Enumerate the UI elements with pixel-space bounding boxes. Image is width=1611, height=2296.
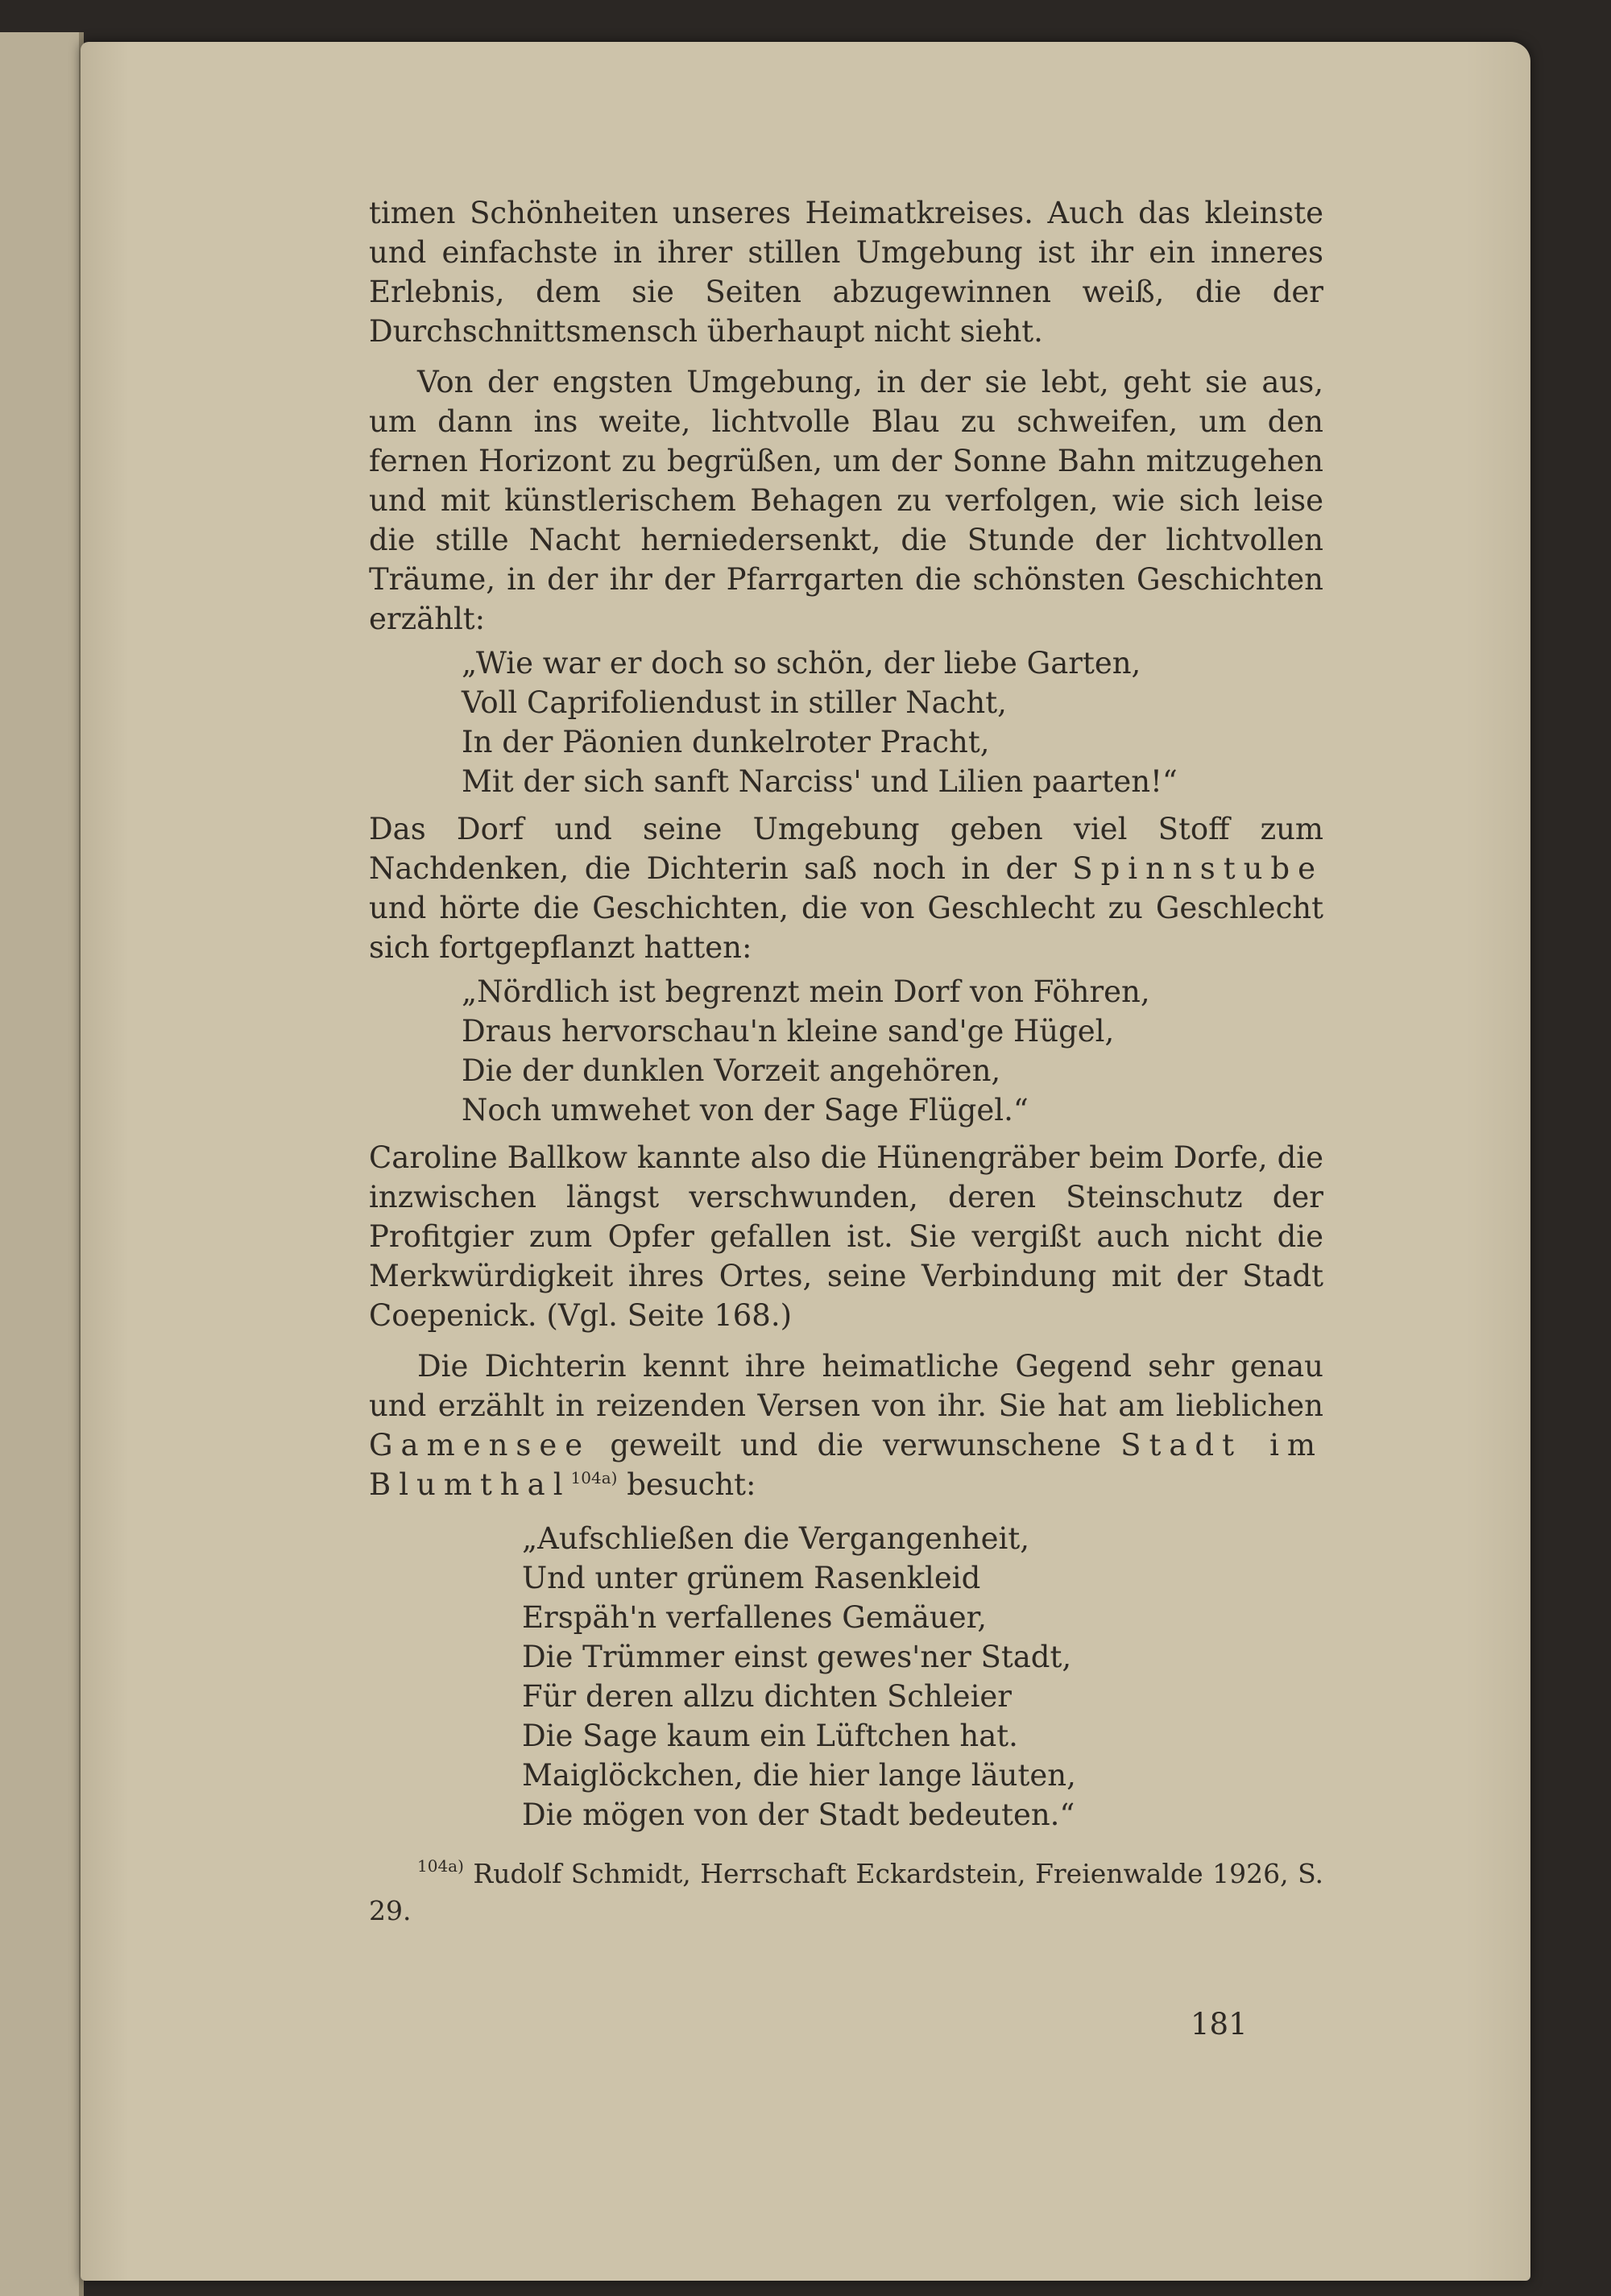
paragraph-5-text-middle: geweilt und die verwunschene (610, 1428, 1102, 1462)
verse-village (369, 972, 1323, 1130)
verse-line: „Wie war er doch so schön, der liebe Garten, (462, 646, 1141, 681)
verse-line: Die mögen von der Stadt bedeuten.“ (522, 1797, 1075, 1832)
spaced-word-gamensee: Gamensee (369, 1428, 591, 1462)
footnote-reference: 104a) (570, 1468, 618, 1487)
paragraph-3-text-end: und hörte die Geschichten, die von Geschlecht zu Geschlecht sich fortgepflanzt hatten: (369, 891, 1323, 965)
paragraph-5-text: Die Dichterin kennt ihre heimatliche Gegend sehr genau und erzählt in reizenden Versen von ihr. Sie hat am lieblichen (369, 1349, 1323, 1423)
spaced-words-stadt-im-blumthal: Stadt im Blumthal (369, 1428, 1324, 1502)
verse-line: Erspäh'n verfallenes Gemäuer, (522, 1600, 988, 1635)
page-body (369, 193, 1323, 1930)
paragraph-2: Von der engsten Umgebung, in der sie lebt, geht sie aus, um dann ins weite, lichtvolle Blau zu schweifen, um den fernen Horizont zu begrüßen, um der Sonne Bahn mitzugehen und mit künstlerischem Behagen zu verfolgen, wie sich leise die stille Nacht herniedersenkt, die Stunde der lichtvollen Träume, in der ihr der Pfarrgarten die schönsten Geschichten erzählt: (369, 365, 1323, 636)
verse-garden (369, 643, 1323, 801)
verse-line: Maiglöckchen, die hier lange läuten, (522, 1758, 1076, 1793)
footnote-marker: 104a) (417, 1856, 464, 1876)
verse-line: Voll Caprifoliendust in stiller Nacht, (462, 685, 1007, 720)
paragraph-3 (369, 809, 1323, 967)
verse-line: „Nördlich ist begrenzt mein Dorf von Föhren, (462, 974, 1150, 1009)
verse-line: In der Päonien dunkelroter Pracht, (462, 725, 990, 759)
footnote-text: Rudolf Schmidt, Herrschaft Eckardstein, Freienwalde 1926, S. 29. (369, 1858, 1323, 1926)
verse-lost-city (369, 1519, 1323, 1835)
page-number: 181 (1191, 2007, 1248, 2042)
verse-line: Noch umwehet von der Sage Flügel.“ (462, 1093, 1029, 1127)
verse-line: Für deren allzu dichten Schleier (522, 1679, 1012, 1714)
verse-line: Die Trümmer einst gewes'ner Stadt, (522, 1640, 1072, 1674)
paragraph-4: Caroline Ballkow kannte also die Hünengräber beim Dorfe, die inzwischen längst verschwunden, deren Steinschutz der Profitgier zum Opfer gefallen ist. Sie vergißt auch nicht die Merkwürdigkeit ihres Ortes, seine Verbindung mit der Stadt Coepenick. (Vgl. Seite 168.) (369, 1140, 1323, 1333)
footnote (369, 1855, 1323, 1930)
paragraph-5-text-end: besucht: (627, 1467, 756, 1502)
verse-line: Mit der sich sanft Narciss' und Lilien paarten!“ (462, 764, 1178, 799)
paragraph-1: timen Schönheiten unseres Heimatkreises. Auch das kleinste und einfachste in ihrer stillen Umgebung ist ihr ein inneres Erlebnis, dem sie Seiten abzugewinnen weiß, die der Durchschnittsmensch überhaupt nicht sieht. (369, 196, 1323, 349)
book-page (81, 42, 1530, 2281)
verse-line: Die Sage kaum ein Lüftchen hat. (522, 1719, 1018, 1753)
paragraph-3-text: Das Dorf und seine Umgebung geben viel Stoff zum Nachdenken, die Dichterin saß noch in der (369, 812, 1323, 886)
verse-line: Und unter grünem Rasenkleid (522, 1561, 981, 1595)
verse-line: Draus hervorschau'n kleine sand'ge Hügel, (462, 1014, 1115, 1049)
spaced-word-spinnstube: Spinnstube (1072, 851, 1324, 886)
verse-line: „Aufschließen die Vergangenheit, (522, 1521, 1029, 1556)
previous-page-edge (0, 32, 84, 2296)
verse-line: Die der dunklen Vorzeit angehören, (462, 1053, 1001, 1088)
paragraph-5 (369, 1347, 1323, 1504)
